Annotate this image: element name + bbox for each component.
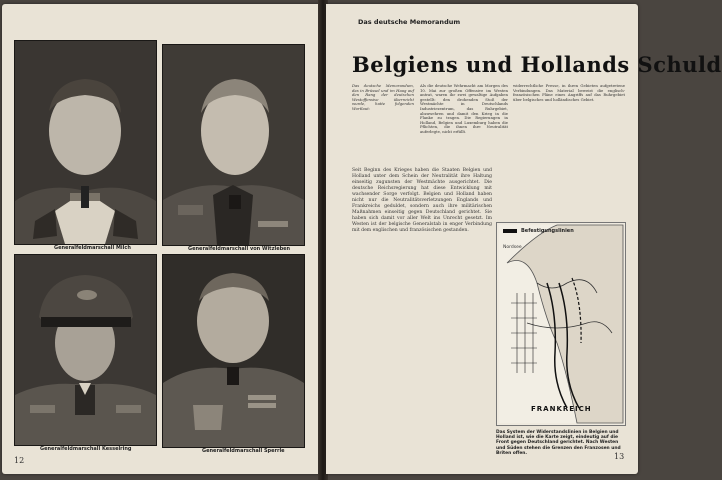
left-page [2, 4, 320, 474]
portrait-image [163, 255, 304, 447]
map-legend: Befestigungslinien [521, 228, 574, 234]
body-text-a: Als die deutsche Wehrmacht am Morgen des 10. Mai zur großen Offensive im Westen antrat, waren ihr zwei gewaltige Aufgaben gestellt: den drohenden Stoß der Westmächte in Deutschlands Industriezentrum, das Ruhrgebiet, abzuwehren und damit den Krieg in die Flanke zu tragen. Die Regierungen in Holland, Belgien und Luxemburg haben die Pflichten, die ihnen ihre Neutralität auferlegte, nicht erfüllt. [420, 83, 508, 134]
body-column-lower [352, 168, 492, 446]
body-column-b [513, 84, 625, 212]
portrait-image [15, 255, 156, 445]
portrait-image [163, 45, 304, 245]
article-kicker: Das deutsche Memorandum [358, 18, 461, 26]
map-diagram-icon [497, 223, 625, 425]
page-number-right: 13 [614, 452, 625, 461]
portrait-photo-2 [162, 44, 305, 246]
intro-column [352, 84, 414, 164]
map-label-france: FRANKREICH [531, 405, 592, 413]
portrait-photo-3 [14, 254, 157, 446]
portrait-caption-4: Generalfeldmarschall Sperrle [202, 448, 285, 454]
portrait-caption-2: Generalfeldmarschall von Witzleben [188, 246, 291, 252]
portrait-caption-1: Generalfeldmarschall Milch [54, 245, 131, 251]
portrait-photo-1 [14, 40, 157, 245]
map-figure [496, 222, 626, 426]
body-text-lower: Seit Beginn des Krieges haben die Staaten Belgien und Holland unter dem Schein der Neutralität ihre Haltung einseitig zugunsten der Westmächte ausgerichtet. Die deutsche Reichsregierung hat diese Entwicklung mit wachsender Sorge verfolgt. Belgien und Holland haben nicht nur die Neutralitätsverletzungen Englands und Frankreichs geduldet, sondern auch ihre militärischen Maßnahmen einseitig gegen Deutschland gerichtet. Sie haben sich damit vor aller Welt ins Unrecht gesetzt. Im Westen ist der belgische Generalstab in enger Verbindung mit dem englischen und französischen gestanden. [352, 168, 492, 233]
body-text-b: widerrechtliche Presse, in ihren Gebieten aufgetretene Verbindungen. Das Material beweist die englisch-französischen Pläne eines Angriffs auf das Ruhrgebiet über belgisches und holländisches Gebiet. [513, 83, 625, 102]
portrait-photo-4 [162, 254, 305, 448]
article-headline: Belgiens und Hollands Schuld [352, 52, 722, 77]
body-column-a [420, 84, 508, 164]
page-number-left: 12 [14, 456, 25, 465]
portrait-caption-3: Generalfeldmarschall Kesselring [40, 446, 132, 452]
intro-text: Das deutsche Memorandum, das in Brüssel und im Haag auf den Rang der deutschen Westoffensive überreicht wurde, hatte folgenden Wortlaut: [352, 83, 414, 111]
map-caption: Das System der Widerstandslinien in Belgien und Holland ist, wie die Karte zeigt, eindeutig auf die Front gegen Deutschland gerichtet. Nach Westen und Süden stehen die Grenzen den Franzosen und Briten offen. [496, 430, 621, 456]
map-label-sea: Nordsee [503, 245, 522, 250]
portrait-image [15, 41, 156, 244]
